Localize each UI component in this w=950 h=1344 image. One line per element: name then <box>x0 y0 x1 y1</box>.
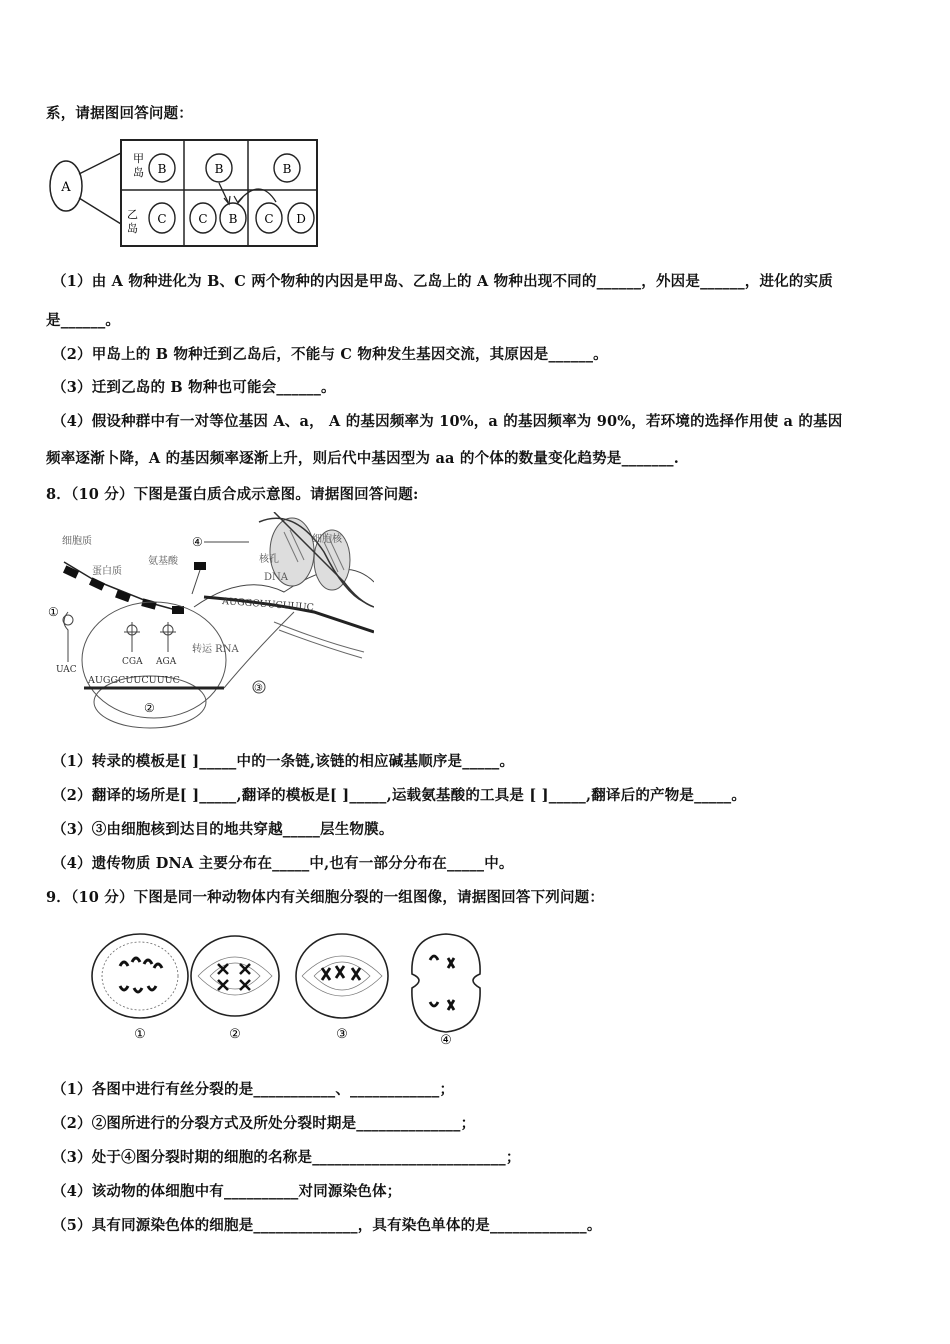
q9-title: 9．（10 分）下图是同一种动物体内有关细胞分裂的一组图像，请据图回答下列问题： <box>46 889 605 906</box>
jia-island-label-2: 岛 <box>133 166 144 179</box>
top-cell-1: B <box>157 162 167 176</box>
q8-question-4: （4）遗传物质 DNA 主要分布在_____中,也有一部分分布在_____中。 <box>52 855 514 872</box>
q7-question-2: （2）甲岛上的 B 物种迁到乙岛后，不能与 C 物种发生基因交流，其原因是______。 <box>52 346 608 363</box>
anticodon-1: UAC <box>56 665 77 675</box>
q7-question-1-line-2: 是______。 <box>46 312 121 329</box>
q9-question-2: （2）②图所进行的分裂方式及所处分裂时期是______________； <box>52 1115 476 1132</box>
mark-3: ③ <box>254 683 263 694</box>
cell-division-diagram <box>90 928 490 1050</box>
cell-label-1: ① <box>134 1027 146 1042</box>
cell-label-3: ③ <box>336 1027 348 1042</box>
top-cell-3: B <box>282 162 292 176</box>
amino-acid-label: 氨基酸 <box>148 556 178 567</box>
cell-label-2: ② <box>229 1027 241 1042</box>
migration-arrow-1 <box>219 183 228 202</box>
bottom-cell-4: C <box>264 212 274 226</box>
pore-label: 核孔 <box>259 554 279 565</box>
migration-arrow-2 <box>238 189 276 202</box>
q8-question-2: （2）翻译的场所是[ ]_____,翻译的模板是[ ]_____,运载氨基酸的工具是 [ ]_____,翻译后的产物是_____。 <box>52 787 747 804</box>
q7-intro: 系，请据图回答问题： <box>46 105 193 122</box>
trna-label: 转运 RNA <box>192 644 239 655</box>
bottom-cell-2: C <box>198 212 208 226</box>
bottom-cell-3: B <box>228 212 238 226</box>
q9-question-3: （3）处于④图分裂时期的细胞的名称是__________________________； <box>52 1149 521 1166</box>
bottom-cell-1: C <box>157 212 167 226</box>
jia-island-label-1: 甲 <box>133 152 144 165</box>
cytoplasm-label: 细胞质 <box>62 536 92 547</box>
mark-2: ② <box>144 701 155 715</box>
top-cell-2: B <box>214 162 224 176</box>
anticodon-3: AGA <box>156 657 177 667</box>
q7-question-4-line-2: 频率逐渐卜降，A 的基因频率逐渐上升，则后代中基因型为 aa 的个体的数量变化趋势是_______. <box>46 450 679 467</box>
yi-island-label-2: 岛 <box>127 222 138 235</box>
q9-question-1: （1）各图中进行有丝分裂的是___________、____________； <box>52 1081 455 1098</box>
q7-question-4-line-1: （4）假设种群中有一对等位基因 A、a， A 的基因频率为 10%，a 的基因频率为 90%，若环境的选择作用使 a 的基因 <box>52 413 843 430</box>
mark-1: ① <box>48 605 59 619</box>
q7-question-3: （3）迁到乙岛的 B 物种也可能会______。 <box>52 379 336 396</box>
nucleus-label: 细胞核 <box>312 534 342 545</box>
q9-question-4: （4）该动物的体细胞中有__________对同源染色体； <box>52 1183 402 1200</box>
mrna-sequence-top: AUGGCUUCUUUC <box>221 596 315 614</box>
q8-question-3: （3）③由细胞核到达目的地共穿越_____层生物膜。 <box>52 821 394 838</box>
q8-title: 8．（10 分）下图是蛋白质合成示意图。请据图回答问题: <box>46 486 419 503</box>
protein-synthesis-diagram <box>44 512 374 730</box>
q8-question-1: （1）转录的模板是[ ]_____中的一条链,该链的相应碱基顺序是_____。 <box>52 753 515 770</box>
species-a-label: A <box>61 180 71 195</box>
anticodon-2: CGA <box>122 657 143 667</box>
bottom-cell-5: D <box>296 212 306 226</box>
mrna-sequence-bottom: AUGGCUUCUUUC <box>88 675 180 686</box>
q9-question-5: （5）具有同源染色体的细胞是______________，具有染色单体的是_____________。 <box>52 1217 602 1234</box>
island-diagram <box>46 136 326 252</box>
mark-4: ④ <box>192 535 203 549</box>
cell-label-4: ④ <box>440 1033 452 1048</box>
yi-island-label-1: 乙 <box>127 208 138 221</box>
dna-label: DNA <box>264 572 288 583</box>
protein-label: 蛋白质 <box>92 566 122 577</box>
q7-question-1-line-1: （1）由 A 物种进化为 B、C 两个物种的内因是甲岛、乙岛上的 A 物种出现不同的______，外因是______，进化的实质 <box>52 273 833 290</box>
